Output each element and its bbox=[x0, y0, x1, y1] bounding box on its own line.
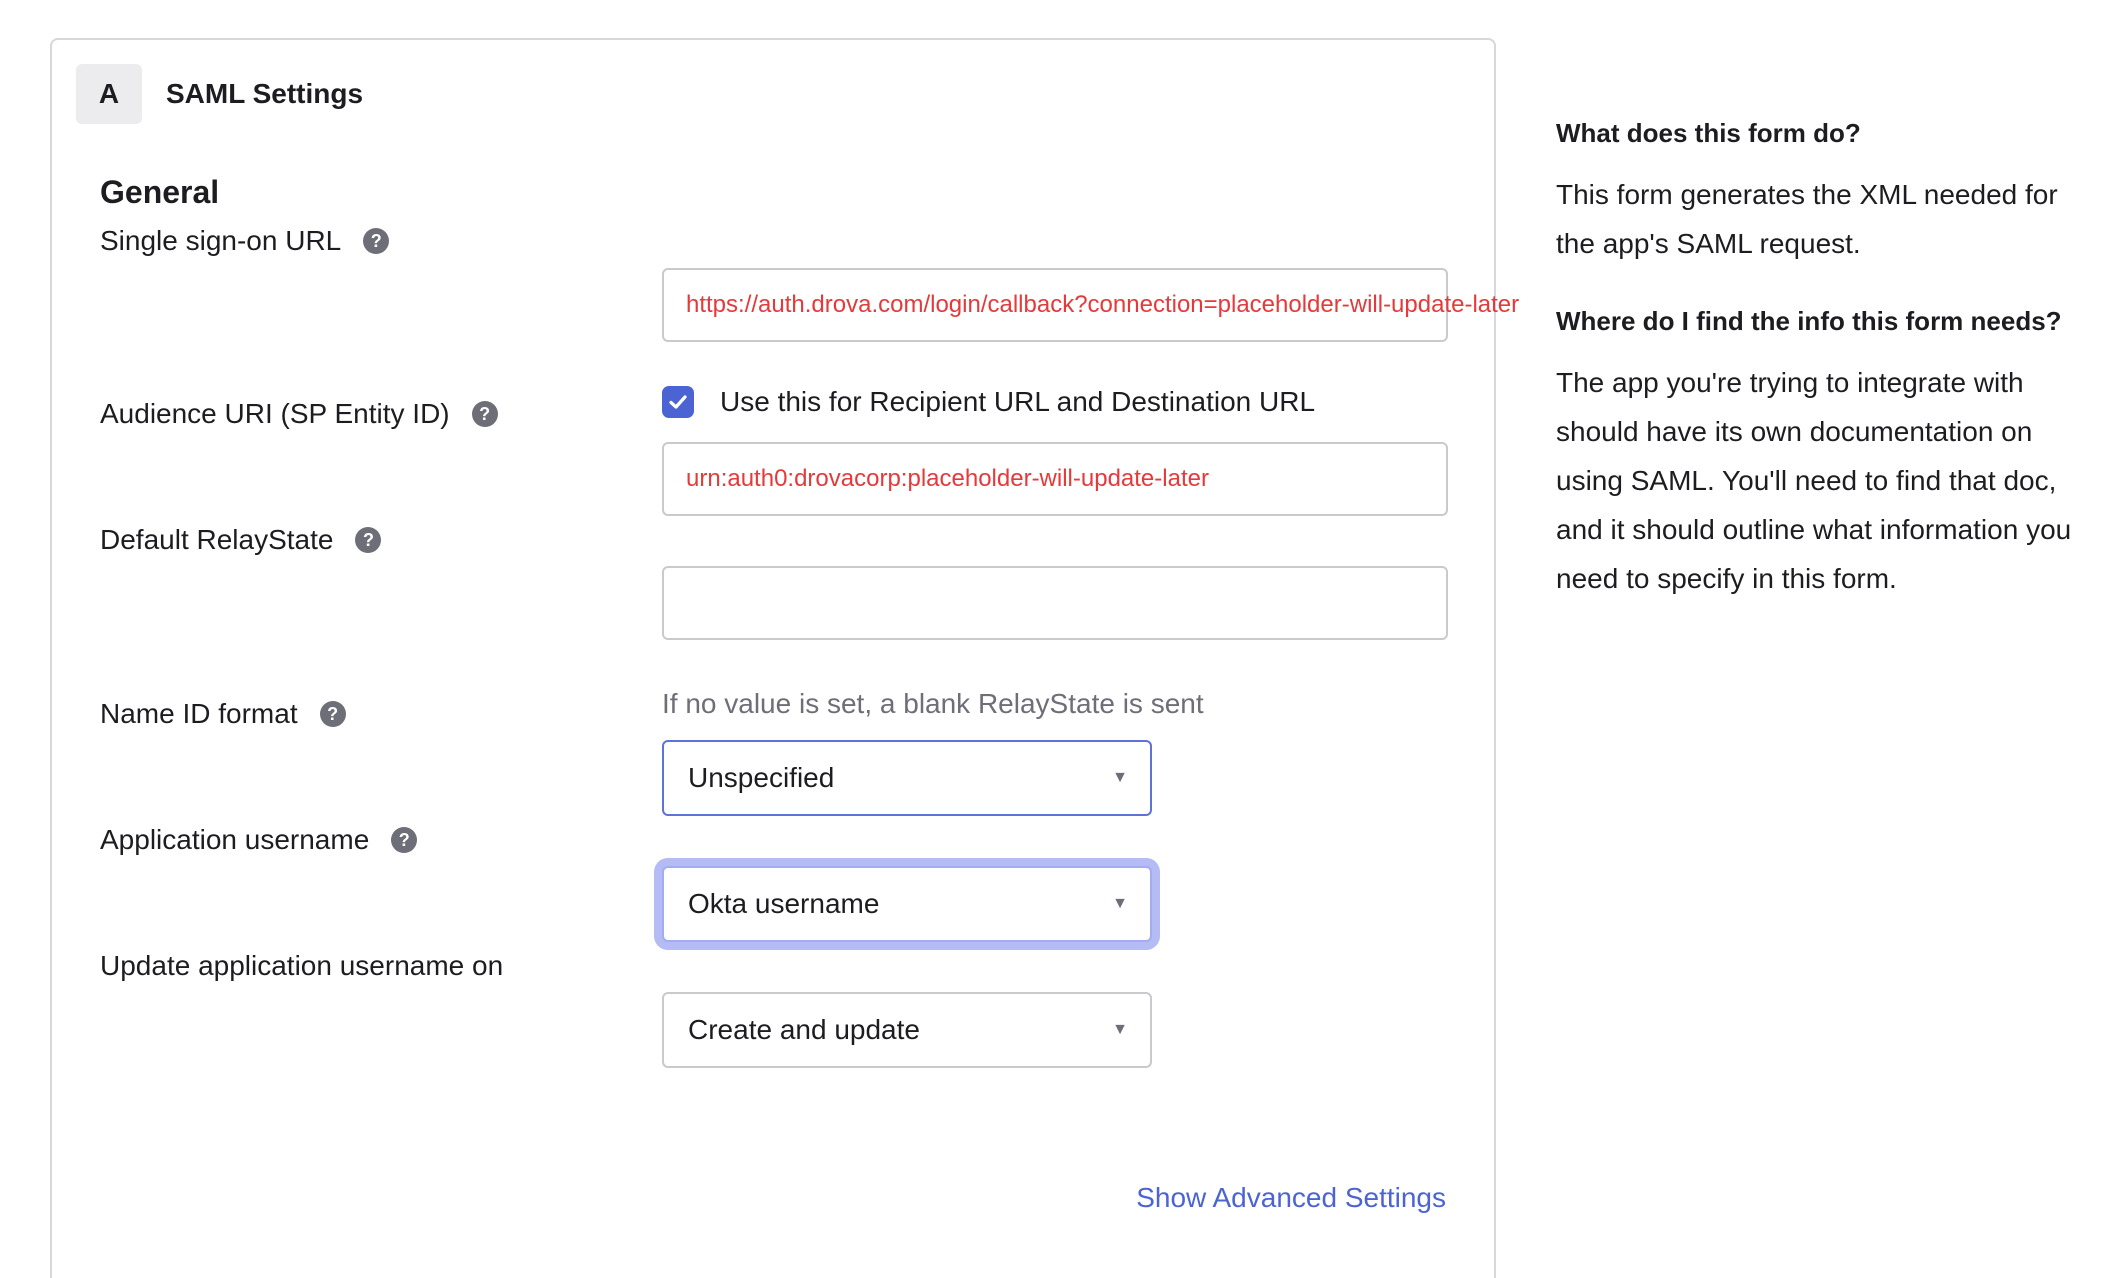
app-username-select[interactable] bbox=[662, 866, 1152, 942]
audience-uri-label bbox=[100, 398, 498, 430]
chevron-down-icon: ▼ bbox=[1112, 895, 1128, 912]
relay-state-label-text: Default RelayState bbox=[100, 524, 334, 555]
help-icon[interactable]: ? bbox=[320, 701, 346, 727]
app-username-value: Okta username bbox=[688, 888, 880, 919]
help-answer-2: The app you're trying to integrate with should have its own documentation on using SAML. You'll need to find that doc, and it should outline what information you need to specify in this form. bbox=[1556, 367, 2072, 594]
sso-url-label-text: Single sign-on URL bbox=[100, 225, 342, 256]
recipient-checkbox-label: Use this for Recipient URL and Destination URL bbox=[720, 386, 1316, 417]
step-header bbox=[76, 64, 363, 124]
check-icon bbox=[667, 391, 689, 413]
help-panel bbox=[1556, 114, 2076, 637]
sso-url-input[interactable] bbox=[662, 268, 1520, 342]
name-id-format-label-text: Name ID format bbox=[100, 698, 298, 729]
update-username-on-select[interactable] bbox=[662, 992, 1152, 1068]
help-question-2: Where do I find the info this form needs? bbox=[1556, 306, 2062, 336]
step-title: SAML Settings bbox=[166, 78, 364, 109]
help-icon[interactable]: ? bbox=[472, 401, 498, 427]
relay-state-input[interactable] bbox=[662, 566, 1448, 640]
help-question-1: What does this form do? bbox=[1556, 118, 1861, 148]
audience-uri-label-text: Audience URI (SP Entity ID) bbox=[100, 398, 450, 429]
help-icon[interactable]: ? bbox=[391, 827, 417, 853]
update-username-on-value: Create and update bbox=[688, 1014, 920, 1045]
name-id-format-label bbox=[100, 698, 346, 730]
audience-uri-input[interactable] bbox=[662, 442, 1448, 516]
audience-uri-value: urn:auth0:drovacorp:placeholder-will-update-later bbox=[686, 465, 1209, 492]
recipient-checkbox[interactable] bbox=[662, 386, 694, 418]
show-advanced-settings-link[interactable]: Show Advanced Settings bbox=[1136, 1182, 1446, 1213]
app-username-label-text: Application username bbox=[100, 824, 370, 855]
relay-state-hint: If no value is set, a blank RelayState is sent bbox=[662, 688, 1204, 719]
recipient-checkbox-row[interactable] bbox=[662, 386, 1315, 418]
chevron-down-icon: ▼ bbox=[1112, 1021, 1128, 1038]
help-icon[interactable]: ? bbox=[363, 228, 389, 254]
update-username-on-label-text: Update application username on bbox=[100, 950, 504, 981]
help-icon[interactable]: ? bbox=[355, 527, 381, 553]
relay-state-label bbox=[100, 524, 381, 556]
section-title-general: General bbox=[100, 174, 220, 210]
sso-url-label bbox=[100, 225, 389, 257]
app-username-label bbox=[100, 824, 417, 856]
help-answer-1: This form generates the XML needed for the app's SAML request. bbox=[1556, 179, 2058, 259]
saml-settings-card bbox=[50, 38, 1520, 1278]
name-id-format-select[interactable] bbox=[662, 740, 1152, 816]
sso-url-value: https://auth.drova.com/login/callback?connection=placeholder-will-update-later bbox=[686, 291, 1520, 318]
name-id-format-value: Unspecified bbox=[688, 762, 835, 793]
step-badge: A bbox=[76, 64, 142, 124]
chevron-down-icon: ▼ bbox=[1112, 769, 1128, 786]
update-username-on-label bbox=[100, 950, 503, 982]
